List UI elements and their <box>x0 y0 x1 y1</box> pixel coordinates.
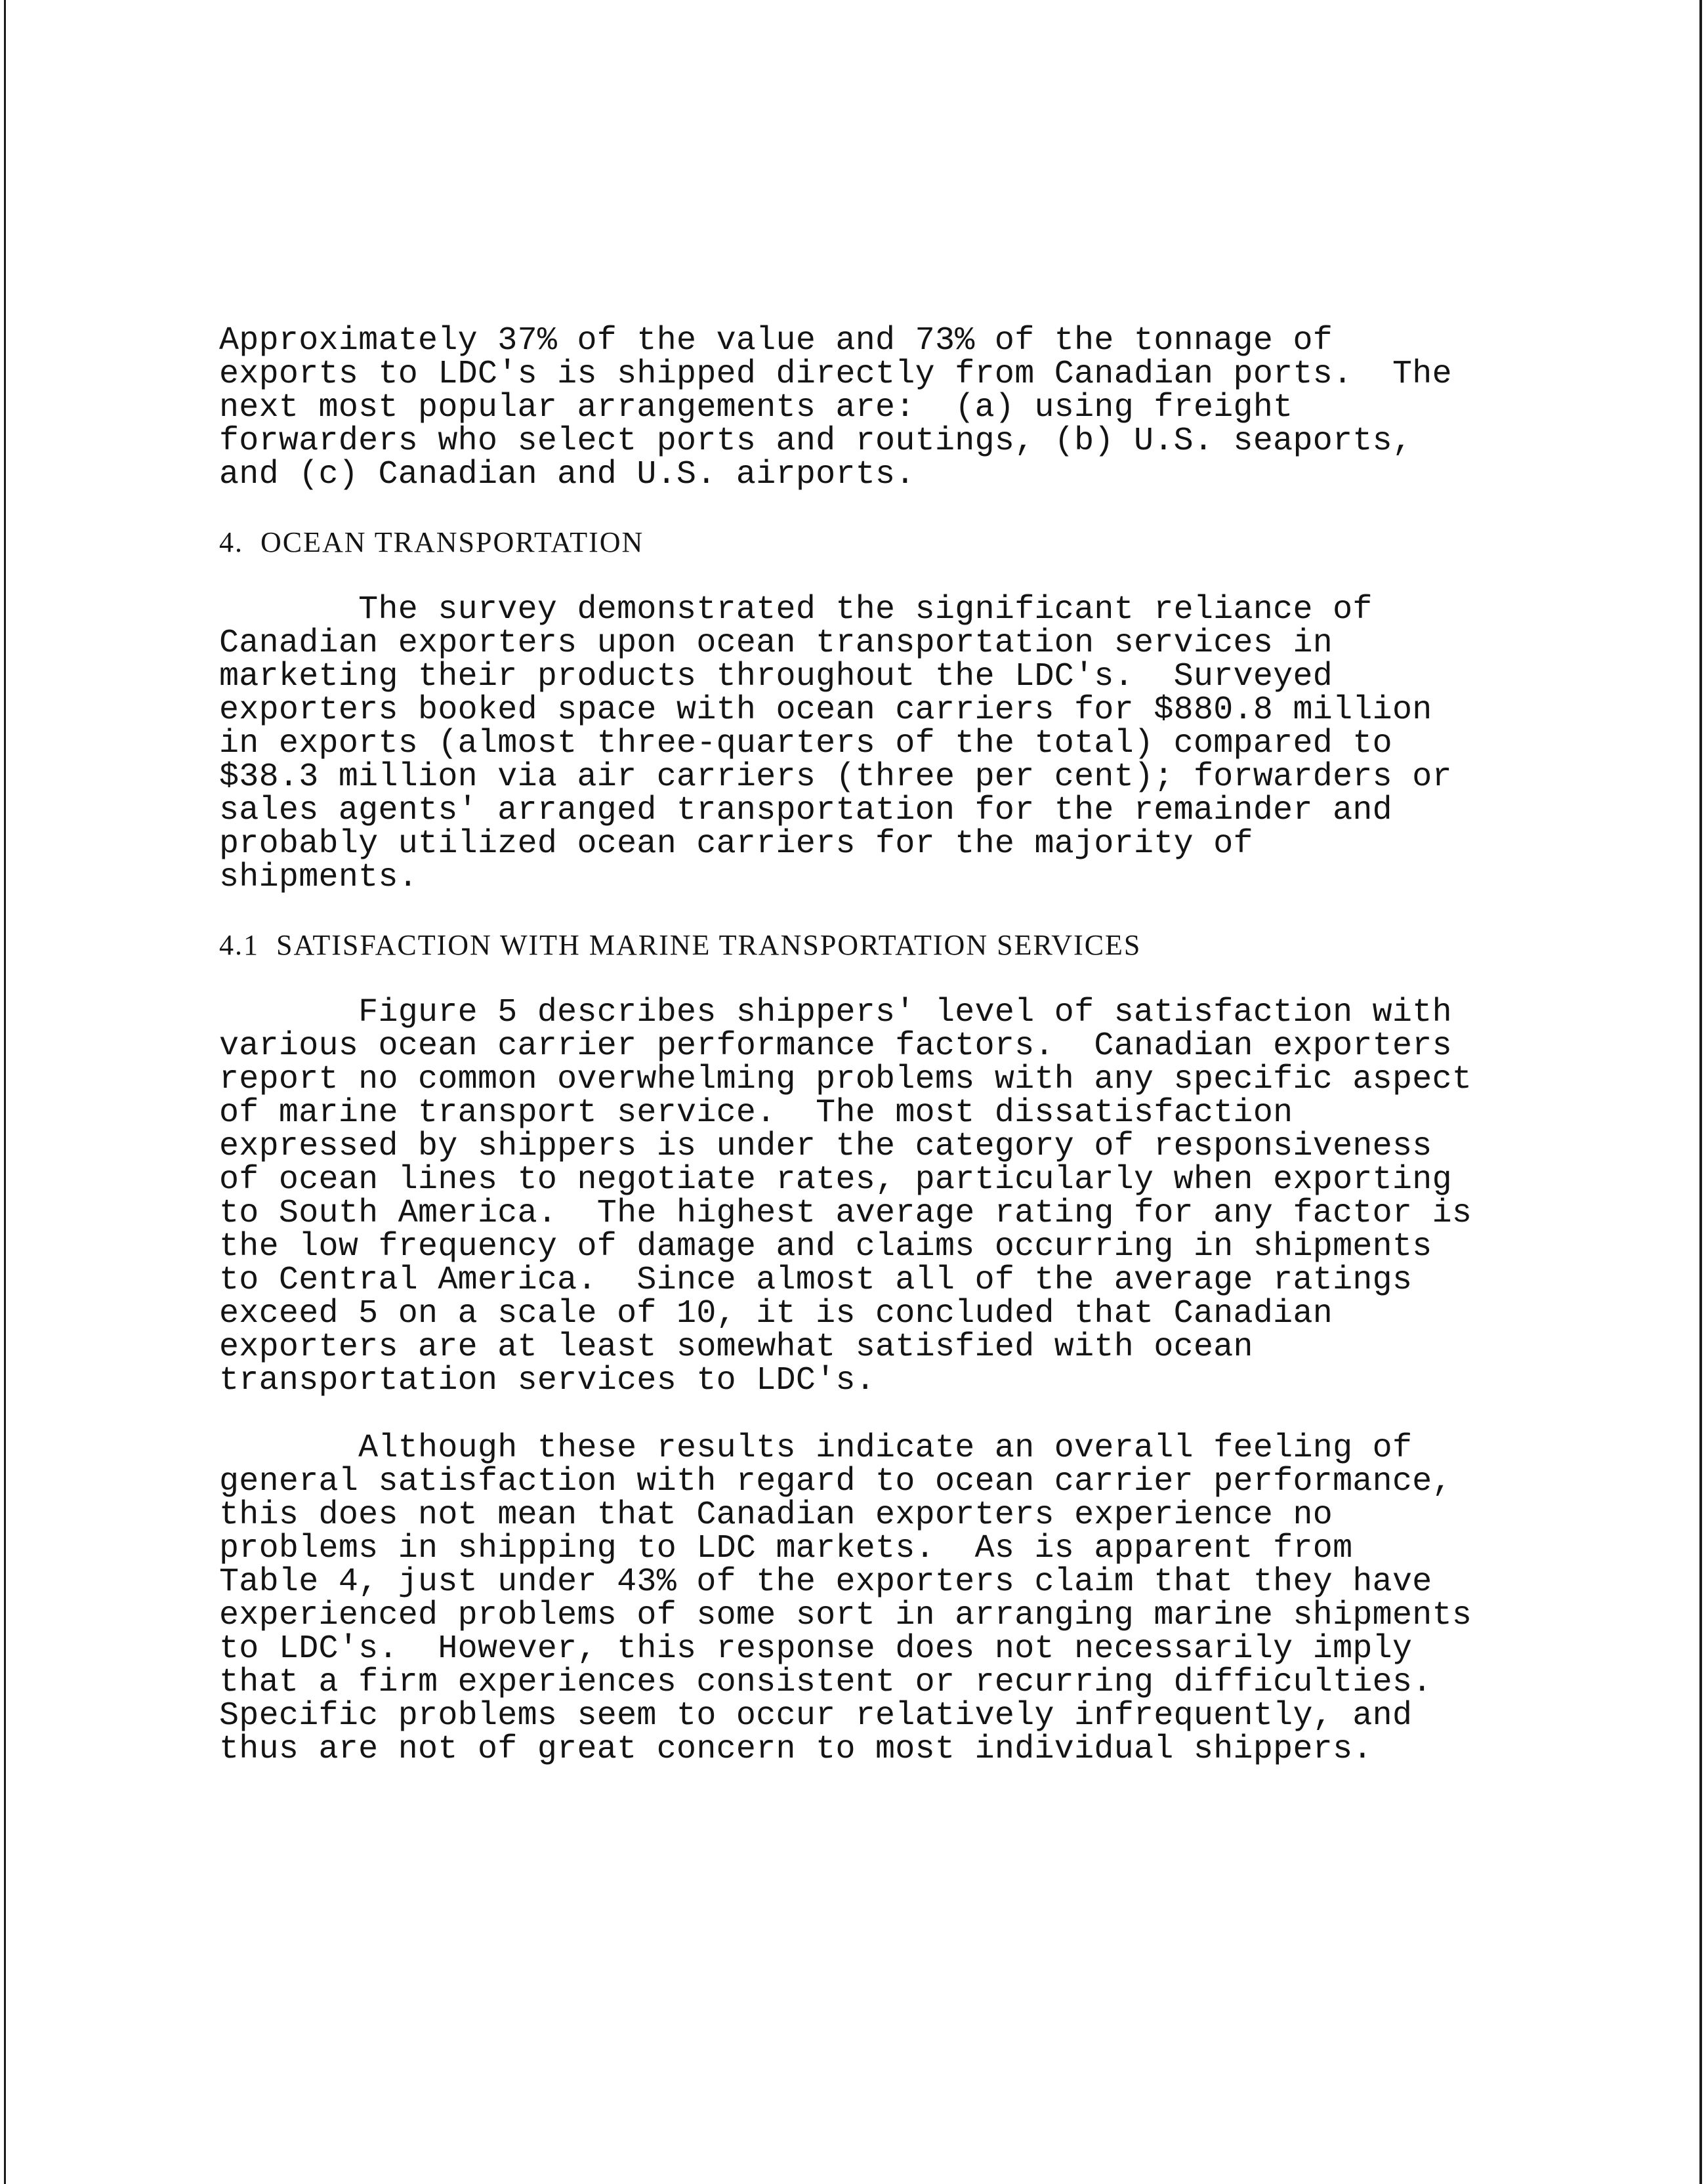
scan-left-edge <box>4 0 6 2184</box>
intro-paragraph <box>219 324 1545 491</box>
ocean-transportation-paragraph <box>219 593 1545 894</box>
text-line: The survey demonstrated the significant reliance of <box>219 591 1373 628</box>
text-line: Although these results indicate an overall feeling of <box>219 1430 1413 1467</box>
text-line: shipments. <box>219 859 419 896</box>
text-line: of ocean lines to negotiate rates, particularly when exporting <box>219 1161 1452 1199</box>
text-line: exceed 5 on a scale of 10, it is concluded that Canadian <box>219 1295 1333 1332</box>
text-line: the low frequency of damage and claims occurring in shipments <box>219 1228 1432 1266</box>
text-line: that a firm experiences consistent or recurring difficulties. <box>219 1664 1432 1701</box>
text-line: exporters booked space with ocean carriers for $880.8 million <box>219 691 1432 729</box>
text-line: Specific problems seem to occur relatively infrequently, and <box>219 1697 1413 1735</box>
text-line: experienced problems of some sort in arranging marine shipments <box>219 1597 1472 1634</box>
text-line: $38.3 million via air carriers (three per cent); forwarders or <box>219 758 1452 796</box>
text-line: exporters are at least somewhat satisfied with ocean <box>219 1329 1253 1366</box>
text-line: Approximately 37% of the value and 73% of the tonnage of <box>219 322 1333 360</box>
text-line: report no common overwhelming problems with any specific aspect <box>219 1061 1472 1098</box>
satisfaction-paragraph-1 <box>219 996 1545 1397</box>
text-line: this does not mean that Canadian exporters experience no <box>219 1496 1333 1534</box>
scan-right-edge <box>1699 0 1702 2184</box>
text-line: Table 4, just under 43% of the exporters claim that they have <box>219 1563 1432 1601</box>
text-line: next most popular arrangements are: (a) using freight <box>219 389 1293 426</box>
satisfaction-paragraph-2 <box>219 1432 1545 1766</box>
text-line: Figure 5 describes shippers' level of satisfaction with <box>219 994 1452 1031</box>
text-line: thus are not of great concern to most individual shippers. <box>219 1731 1373 1768</box>
text-line: various ocean carrier performance factors. Canadian exporters <box>219 1027 1452 1065</box>
text-line: general satisfaction with regard to ocean carrier performance, <box>219 1463 1452 1500</box>
text-line: exports to LDC's is shipped directly from Canadian ports. The <box>219 356 1452 393</box>
text-line: to Central America. Since almost all of the average ratings <box>219 1262 1413 1299</box>
text-line: forwarders who select ports and routings, (b) U.S. seaports, <box>219 422 1413 460</box>
document-body <box>219 324 1545 1766</box>
text-line: problems in shipping to LDC markets. As is apparent from <box>219 1530 1353 1567</box>
text-line: in exports (almost three-quarters of the total) compared to <box>219 725 1392 762</box>
text-line: and (c) Canadian and U.S. airports. <box>219 456 915 493</box>
section-heading-satisfaction: 4.1 SATISFACTION WITH MARINE TRANSPORTATION SERVICES <box>219 929 1142 961</box>
text-line: marketing their products throughout the LDC's. Surveyed <box>219 658 1333 695</box>
text-line: to LDC's. However, this response does not necessarily imply <box>219 1630 1413 1668</box>
text-line: sales agents' arranged transportation for the remainder and <box>219 792 1392 829</box>
text-line: transportation services to LDC's. <box>219 1362 876 1399</box>
text-line: to South America. The highest average rating for any factor is <box>219 1195 1472 1232</box>
text-line: expressed by shippers is under the category of responsiveness <box>219 1128 1432 1165</box>
text-line: probably utilized ocean carriers for the majority of <box>219 825 1253 863</box>
text-line: Canadian exporters upon ocean transportation services in <box>219 625 1333 662</box>
section-heading-ocean-transportation: 4. OCEAN TRANSPORTATION <box>219 526 644 558</box>
text-line: of marine transport service. The most dissatisfaction <box>219 1094 1293 1132</box>
